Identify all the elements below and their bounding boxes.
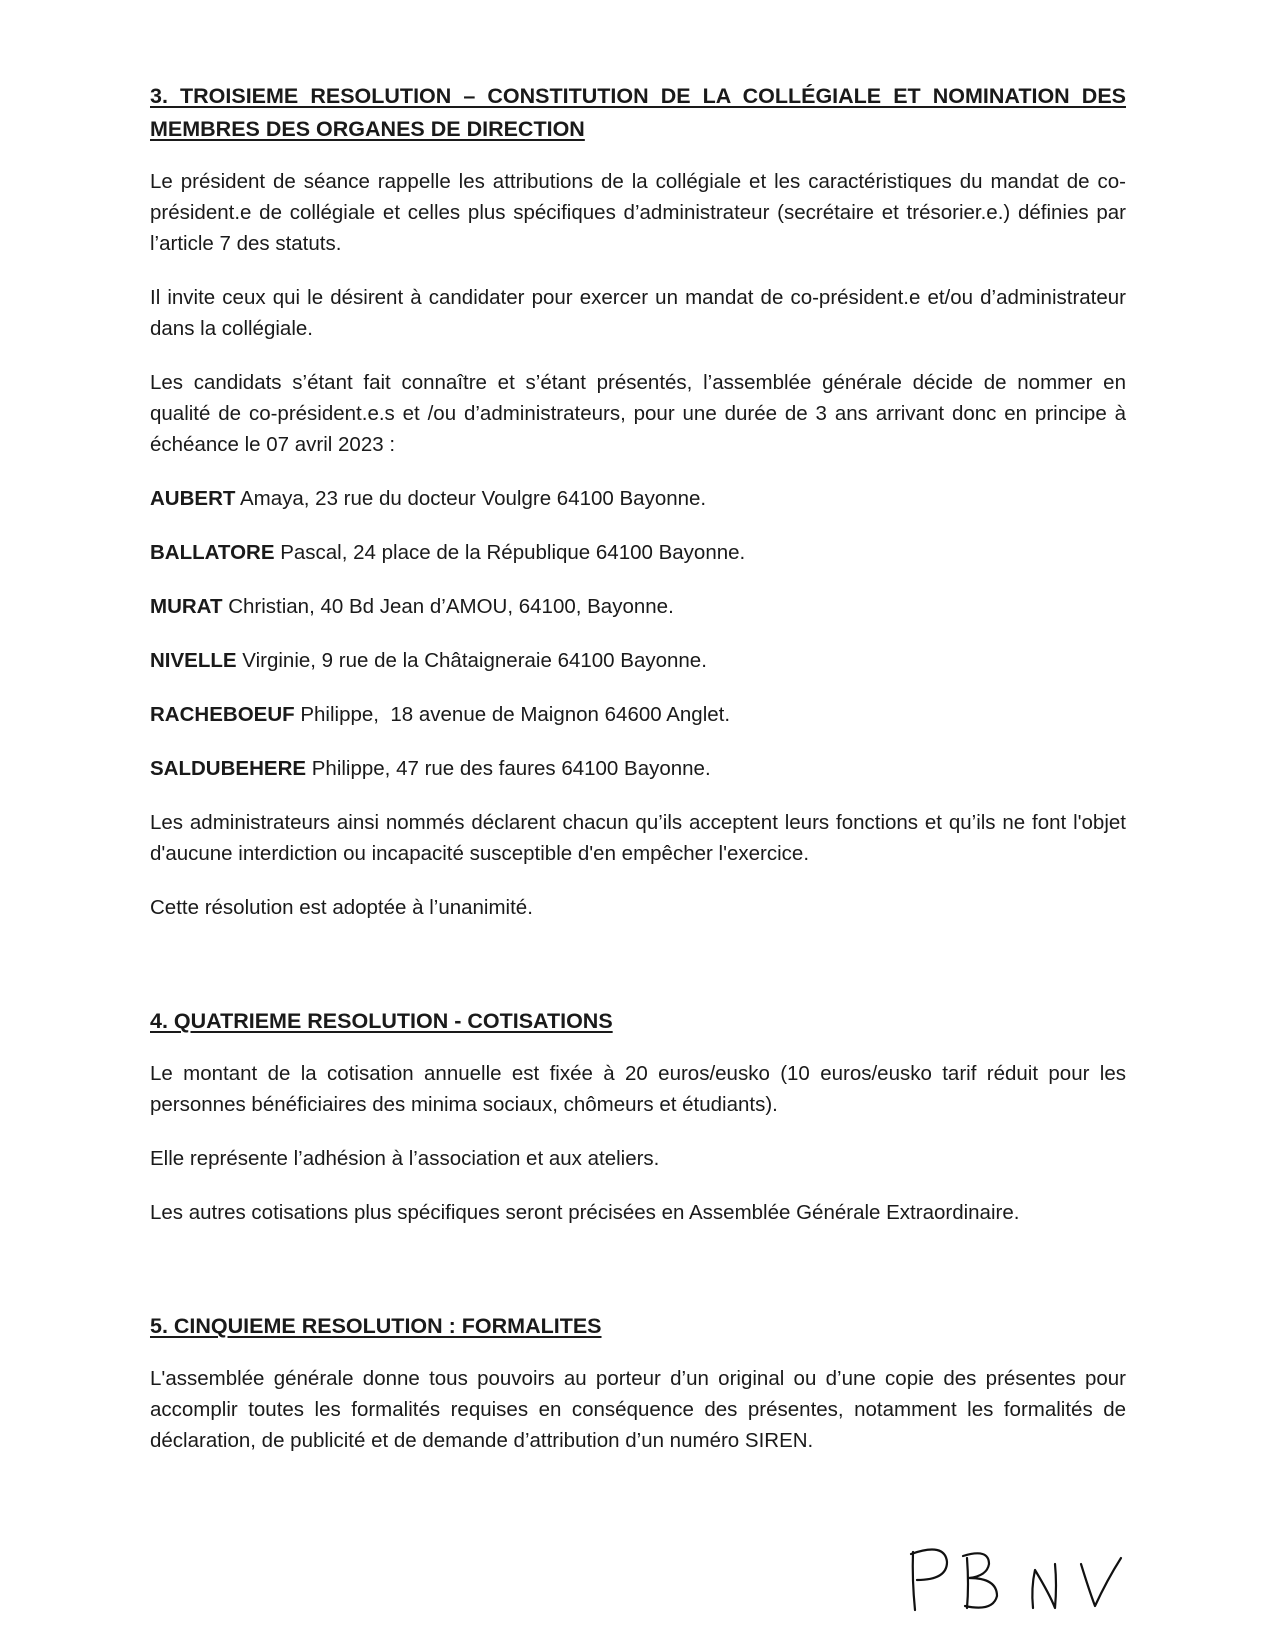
resolution-3-paragraph-1: Le président de séance rappelle les attributions de la collégiale et les caractéristiques du mandat de co-président.e de collégiale et celles plus spécifiques d’administrateur (secrétaire et trésorier.e.) définies par l’article 7 des statuts.	[150, 170, 1126, 255]
resolution-3-paragraph-3: Les candidats s’étant fait connaître et s’étant présentés, l’assemblée générale décide de nommer en qualité de co-président.e.s et /ou d’administrateurs, pour une durée de 3 ans arrivant donc en principe à échéance le 07 avril 2023 :	[150, 371, 1126, 456]
member-surname: BALLATORE	[150, 541, 275, 564]
member-entry	[150, 537, 1126, 568]
member-details: Virginie, 9 rue de la Châtaigneraie 64100 Bayonne.	[236, 649, 707, 672]
member-entry	[150, 483, 1126, 514]
member-surname: NIVELLE	[150, 649, 237, 672]
member-surname: AUBERT	[150, 487, 236, 510]
resolution-4-section	[150, 1005, 1126, 1228]
resolution-5-paragraph-1: L'assemblée générale donne tous pouvoirs au porteur d’un original ou d’une copie des présentes pour accomplir toutes les formalités requises en conséquence des présentes, notamment les formalités de déclaration, de publicité et de demande d’attribution d’un numéro SIREN.	[150, 1367, 1126, 1452]
resolution-3-paragraph-4: Les administrateurs ainsi nommés déclarent chacun qu’ils acceptent leurs fonctions et qu’ils ne font l'objet d'aucune interdiction ou incapacité susceptible d'en empêcher l'exercice.	[150, 811, 1126, 865]
member-details: Christian, 40 Bd Jean d’AMOU, 64100, Bayonne.	[222, 595, 674, 618]
member-details: Amaya, 23 rue du docteur Voulgre 64100 Bayonne.	[235, 487, 707, 510]
handwritten-initials-signature	[905, 1540, 1145, 1620]
member-entry	[150, 699, 1126, 730]
members-list	[150, 483, 1126, 784]
member-surname: MURAT	[150, 595, 223, 618]
member-details: Philippe, 18 avenue de Maignon 64600 Anglet.	[294, 703, 731, 726]
member-details: Philippe, 47 rue des faures 64100 Bayonne.	[306, 757, 711, 780]
resolution-4-paragraph-2: Elle représente l’adhésion à l’association et aux ateliers.	[150, 1147, 660, 1170]
member-surname: RACHEBOEUF	[150, 703, 295, 726]
resolution-3-paragraph-5: Cette résolution est adoptée à l’unanimité.	[150, 896, 533, 919]
resolution-4-paragraph-1: Le montant de la cotisation annuelle est fixée à 20 euros/eusko (10 euros/eusko tarif réduit pour les personnes bénéficiaires des minima sociaux, chômeurs et étudiants).	[150, 1062, 1126, 1116]
resolution-3-section	[150, 80, 1126, 923]
member-entry	[150, 753, 1126, 784]
initials-drawing	[905, 1540, 1145, 1620]
resolution-3-heading: 3. TROISIEME RESOLUTION – CONSTITUTION DE LA COLLÉGIALE ET NOMINATION DES MEMBRES DES ORGANES DE DIRECTION	[150, 84, 1126, 141]
page-content	[150, 80, 1126, 1456]
member-details: Pascal, 24 place de la République 64100 Bayonne.	[274, 541, 746, 564]
member-entry	[150, 591, 1126, 622]
resolution-4-paragraph-3: Les autres cotisations plus spécifiques seront précisées en Assemblée Générale Extraordinaire.	[150, 1201, 1020, 1224]
resolution-3-paragraph-2: Il invite ceux qui le désirent à candidater pour exercer un mandat de co-président.e et/ou d’administrateur dans la collégiale.	[150, 286, 1126, 340]
member-entry	[150, 645, 1126, 676]
member-surname: SALDUBEHERE	[150, 757, 307, 780]
resolution-5-section	[150, 1310, 1126, 1456]
resolution-4-heading: 4. QUATRIEME RESOLUTION - COTISATIONS	[150, 1009, 613, 1033]
resolution-5-heading: 5. CINQUIEME RESOLUTION : FORMALITES	[150, 1314, 602, 1338]
